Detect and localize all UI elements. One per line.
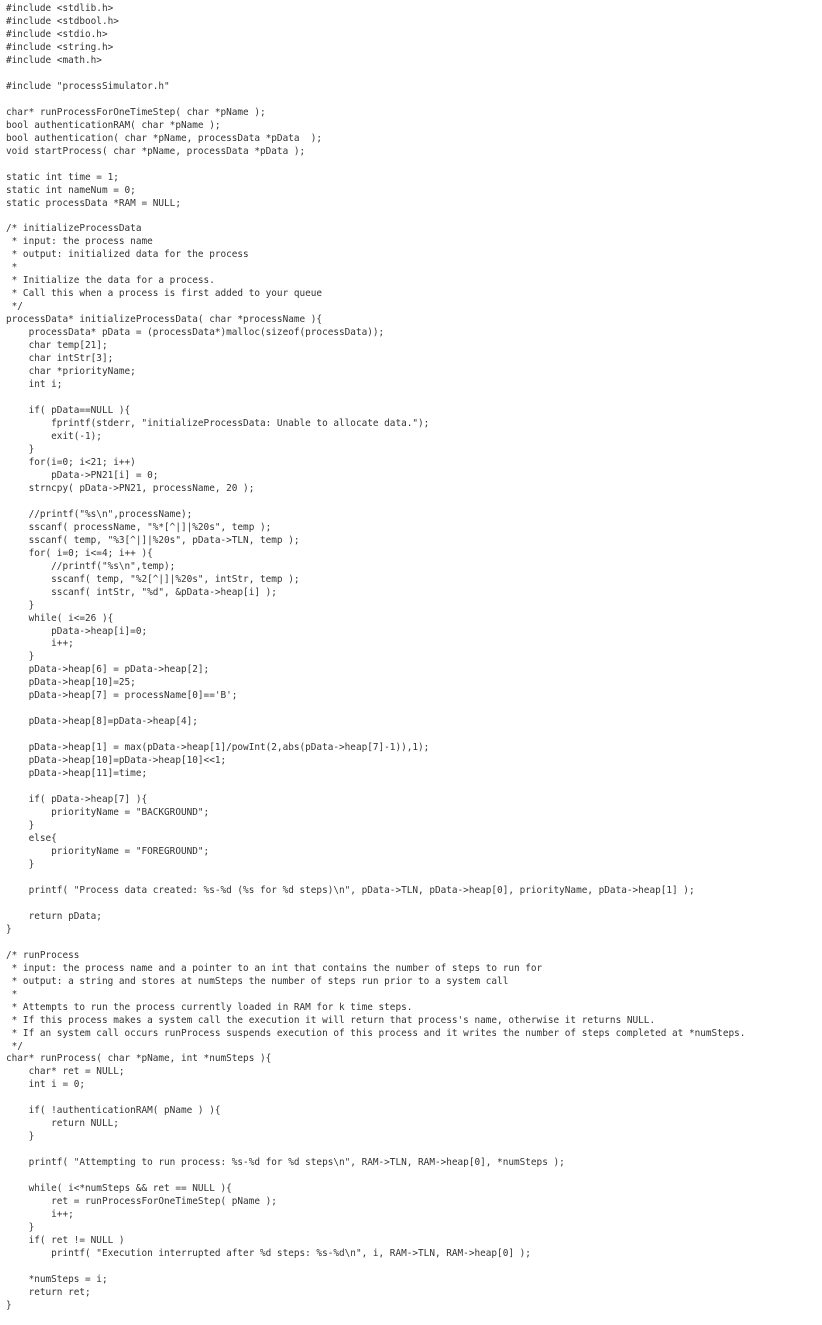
code-line: #include <stdlib.h> [6,3,114,14]
code-line: if( !authenticationRAM( pName ) ){ [6,1105,221,1117]
code-line: for( i=0; i<=4; i++ ){ [6,547,153,559]
code-line: } [6,1299,12,1311]
code-line: //printf("%s\n",processName); [6,508,193,520]
code-line [6,1170,818,1183]
code-line: char *priorityName; [6,366,136,378]
code-line: if( ret != NULL ) [6,1235,125,1247]
code-line: printf( "Process data created: %s-%d (%s for %d steps)\n", pData->TLN, pData->heap[0], priorityName, pData->heap[1] ); [6,884,695,896]
code-line: } [6,858,35,870]
code-line: char* ret = NULL; [6,1066,125,1078]
code-line: char intStr[3]; [6,353,114,365]
code-line: static int time = 1; [6,171,119,183]
code-line: if( pData==NULL ){ [6,405,131,417]
code-line: while( i<*numSteps && ret == NULL ){ [6,1183,232,1195]
code-line: * Call this when a process is first added to your queue [6,288,323,300]
code-line: char* runProcessForOneTimeStep( char *pName ); [6,106,266,118]
code-line [6,68,818,81]
code-line: * If an system call occurs runProcess suspends execution of this process and it writes the number of steps completed at *numSteps. [6,1027,746,1039]
code-line [6,1144,818,1157]
code-line: return ret; [6,1286,91,1298]
code-line: bool authenticationRAM( char *pName ); [6,119,221,131]
code-line: static processData *RAM = NULL; [6,197,181,209]
code-line [6,872,818,885]
code-line: pData->heap[10]=pData->heap[10]<<1; [6,755,227,767]
code-line [6,211,818,224]
code-line: processData* pData = (processData*)malloc(sizeof(processData)); [6,327,385,339]
code-line [6,703,818,716]
code-line: sscanf( intStr, "%d", &pData->heap[i] ); [6,586,277,598]
code-line [6,781,818,794]
code-line: priorityName = "BACKGROUND"; [6,807,210,819]
code-line: sscanf( temp, "%2[^|]|%20s", intStr, temp ); [6,573,300,585]
code-line: * input: the process name and a pointer to an int that contains the number of steps to run for [6,962,543,974]
code-line: fprintf(stderr, "initializeProcessData: Unable to allocate data."); [6,418,430,429]
code-line: i++; [6,638,74,650]
code-line: pData->PN21[i] = 0; [6,469,159,481]
code-line: } [6,1222,35,1234]
code-line: } [6,599,35,611]
code-line: * If this process makes a system call the execution it will return that process's name, otherwise it returns NULL. [6,1014,656,1026]
code-line: pData->heap[6] = pData->heap[2]; [6,664,210,676]
code-line: } [6,923,12,935]
code-line: priorityName = "FOREGROUND"; [6,845,210,857]
code-line: if( pData->heap[7] ){ [6,794,148,806]
code-line: int i = 0; [6,1079,86,1091]
code-line: ret = runProcessForOneTimeStep( pName ); [6,1196,277,1208]
code-line: int i; [6,379,63,391]
code-line: while( i<=26 ){ [6,612,114,624]
code-line: else{ [6,833,57,844]
code-line [6,729,818,742]
code-line: * [6,262,18,274]
code-line: printf( "Attempting to run process: %s-%d for %d steps\n", RAM->TLN, RAM->heap[0], *numSteps ); [6,1157,565,1169]
code-listing [6,3,818,1321]
code-line: * output: a string and stores at numSteps the number of steps run prior to a system call [6,975,509,987]
code-line: #include <stdio.h> [6,28,108,40]
code-line: return NULL; [6,1118,119,1130]
code-line: #include "processSimulator.h" [6,80,170,92]
code-line: } [6,651,35,663]
code-line: processData* initializeProcessData( char *processName ){ [6,314,323,326]
code-line: /* runProcess [6,949,80,961]
code-line: } [6,820,35,832]
code-line: * [6,988,18,1000]
code-line: * Attempts to run the process currently loaded in RAM for k time steps. [6,1001,413,1013]
code-line: bool authentication( char *pName, processData *pData ); [6,132,323,144]
code-line: printf( "Execution interrupted after %d steps: %s-%d\n", i, RAM->TLN, RAM->heap[0] ); [6,1248,531,1259]
code-line: /* initializeProcessData [6,223,142,235]
code-line: * input: the process name [6,236,153,248]
code-line: pData->heap[11]=time; [6,768,148,780]
code-line: */ [6,301,23,313]
code-line: #include <string.h> [6,41,114,53]
code-line: return pData; [6,910,102,922]
code-line: #include <math.h> [6,54,102,66]
code-line: strncpy( pData->PN21, processName, 20 ); [6,482,255,494]
code-line [6,392,818,405]
code-line: #include <stdbool.h> [6,15,119,27]
code-line: void startProcess( char *pName, processData *pData ); [6,145,306,157]
code-line [6,898,818,911]
code-line [6,159,818,172]
code-line: sscanf( processName, "%*[^|]|%20s", temp ); [6,521,272,533]
code-line: } [6,443,35,455]
code-line: //printf("%s\n",temp); [6,560,176,572]
code-line: pData->heap[7] = processName[0]=='B'; [6,690,238,702]
code-line: * Initialize the data for a process. [6,275,215,287]
code-line: char* runProcess( char *pName, int *numSteps ){ [6,1053,272,1065]
code-line: char temp[21]; [6,340,108,352]
code-line: *numSteps = i; [6,1273,108,1285]
code-line: pData->heap[8]=pData->heap[4]; [6,716,198,728]
code-line: sscanf( temp, "%3[^|]|%20s", pData->TLN, temp ); [6,534,300,546]
code-line: exit(-1); [6,430,102,442]
code-line: static int nameNum = 0; [6,184,136,196]
code-line: * output: initialized data for the process [6,249,249,261]
code-line [6,1092,818,1105]
code-line: } [6,1131,35,1143]
code-line [6,496,818,509]
code-line [6,94,818,107]
code-line: for(i=0; i<21; i++) [6,456,136,468]
code-line [6,1261,818,1274]
code-line: i++; [6,1209,74,1221]
code-line [6,937,818,950]
code-line: */ [6,1040,23,1052]
code-line: pData->heap[i]=0; [6,625,148,637]
code-line: pData->heap[10]=25; [6,677,136,689]
code-line: pData->heap[1] = max(pData->heap[1]/powInt(2,abs(pData->heap[7]-1)),1); [6,742,430,754]
